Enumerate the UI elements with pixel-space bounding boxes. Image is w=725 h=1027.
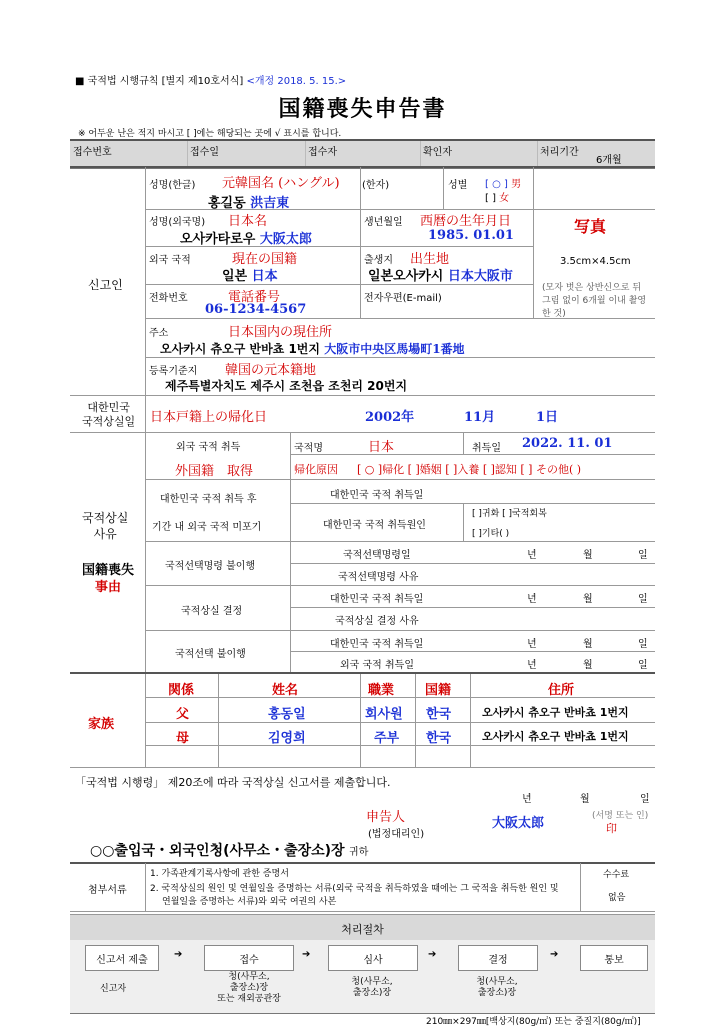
confirmer-label: 확인자 — [423, 147, 452, 158]
birthplace-label: 출생지 — [364, 255, 393, 266]
korean-after-label-1: 대한민국 국적 취득 후 — [160, 494, 257, 505]
name-korean-note: 元韓国名 (ハングル) — [222, 176, 340, 191]
name-foreign-value: 오사카타로우 大阪太郎 — [180, 232, 312, 247]
ymd-year: 년 — [527, 550, 537, 561]
ymd-month: 월 — [583, 594, 593, 605]
receiver-label: 접수자 — [308, 147, 337, 158]
registry-base-value: 제주특별자치도 제주시 조천읍 조천리 20번지 — [165, 379, 408, 393]
name-korean-value: 홍길동 洪吉東 — [208, 196, 290, 211]
acquisition-date-value: 2022. 11. 01 — [522, 436, 613, 451]
ymd-day: 일 — [638, 550, 648, 561]
processing-period-label: 처리기간 — [540, 147, 579, 158]
birthplace-note: 出生地 — [410, 252, 450, 267]
photo-instructions: (모자 벗은 상반신으로 뒤 그림 없이 6개월 이내 촬영 한 것) — [542, 283, 647, 319]
email-label: 전자우편(E-mail) — [364, 293, 442, 304]
photo-size: 3.5cm×4.5cm — [560, 256, 631, 267]
sex-label: 성별 — [448, 180, 468, 191]
applicant-section-label: 신고인 — [88, 278, 123, 292]
loss-date-note: 日本戸籍上の帰化日 — [150, 410, 268, 425]
korean-acquisition-cause-options-2[interactable]: [ ]기타( ) — [472, 529, 510, 539]
family-row-name: 김영희 — [268, 731, 306, 746]
hanja-label: (한자) — [362, 180, 390, 191]
addressee: ○○출입국・외국인청(사무소・출장소)장 귀하 — [90, 843, 369, 859]
family-header-job: 職業 — [368, 683, 395, 698]
family-row-relation: 母 — [176, 731, 190, 746]
ymd-year: 년 — [527, 639, 537, 650]
loss-decision-kr-date-label: 대한민국 국적 취득일 — [330, 594, 424, 605]
statement-day: 일 — [640, 794, 650, 805]
choice-order-fail-label: 국적선택명령 불이행 — [165, 561, 256, 572]
family-row-relation: 父 — [176, 707, 190, 722]
family-section-label: 家族 — [88, 717, 115, 732]
regulation-ref: ■ 국적법 시행규칙 [별지 제10호서식] <개정 2018. 5. 15.> — [75, 76, 347, 87]
phone-note: 電話番号 — [228, 290, 281, 305]
family-header-address: 住所 — [548, 683, 575, 698]
instruction-note: ※ 어두운 난은 적지 마시고 [ ]에는 해당되는 곳에 √ 표시를 합니다. — [78, 129, 342, 139]
no-choice-label: 국적선택 불이행 — [175, 649, 246, 660]
loss-decision-label: 국적상실 결정 — [181, 606, 243, 617]
nationality-label: 외국 국적 — [149, 255, 191, 266]
birthplace-value: 일본오사카시 日本大阪市 — [368, 269, 513, 284]
foreign-acquisition-label: 외국 국적 취득 — [176, 442, 241, 453]
phone-label: 전화번호 — [149, 293, 188, 304]
step-decision: 결정 — [458, 945, 538, 971]
actor-applicant: 신고자 — [100, 984, 127, 994]
statement-year: 년 — [522, 794, 532, 805]
actor-office: 청(사무소, 출장소)장 — [476, 977, 518, 998]
acquired-nationality-label: 국적명 — [294, 443, 323, 454]
fee-value: 없음 — [608, 893, 626, 903]
reason-section-note: 国籍喪失 事由 — [82, 563, 135, 595]
sex-male-option[interactable]: [ ○ ] 男 — [485, 179, 522, 190]
family-row-nationality: 한국 — [426, 707, 452, 722]
no-choice-kr-date-label: 대한민국 국적 취득일 — [330, 639, 424, 650]
birth-date-note: 西暦の生年月日 — [420, 214, 512, 229]
attachment-item-2b: 연월일을 증명하는 서류)와 외국 여권의 사본 — [162, 897, 337, 907]
receipt-number-label: 접수번호 — [73, 147, 112, 158]
address-value: 오사카시 츄오구 반바쵸 1번지 大阪市中央区馬場町1番地 — [160, 342, 465, 356]
statement-month: 월 — [580, 794, 590, 805]
acquisition-cause-note: 帰化原因 — [294, 463, 338, 476]
arrow-icon: ➔ — [428, 949, 437, 960]
actor-office: 청(사무소, 출장소)장 — [351, 977, 393, 998]
fee-label: 수수료 — [603, 870, 630, 880]
foreign-acquisition-note: 外国籍 取得 — [175, 464, 254, 479]
arrow-icon: ➔ — [550, 949, 559, 960]
korean-after-label-2: 기간 내 외국 국적 미포기 — [152, 522, 262, 533]
statement-text: 「국적법 시행령」 제20조에 따라 국적상실 신고서를 제출합니다. — [75, 776, 391, 789]
processing-period-value: 6개월 — [596, 155, 622, 166]
actor-office-or-embassy: 청(사무소, 출장소)장 또는 재외공관장 — [217, 972, 281, 1004]
attachment-item-2a: 2. 국적상실의 원인 및 연월일을 증명하는 서류(외국 국적을 취득하였을 때에는 그 국적을 취득한 원인 및 — [150, 884, 559, 894]
nationality-value: 일본 日本 — [222, 269, 278, 284]
receipt-date-label: 접수일 — [190, 147, 219, 158]
seal-mark: 印 — [606, 822, 617, 835]
step-submit: 신고서 제출 — [85, 945, 159, 971]
name-foreign-label: 성명(외국명) — [149, 217, 206, 228]
paper-spec: 210㎜×297㎜[백상지(80g/㎡) 또는 중질지(80g/㎡)] — [426, 1017, 641, 1027]
choice-order-date-label: 국적선택명령일 — [343, 550, 411, 561]
loss-date-day: 1日 — [536, 410, 559, 425]
revision-note: <개정 2018. 5. 15.> — [246, 76, 347, 87]
family-row-job: 회사원 — [365, 707, 403, 722]
ymd-day: 일 — [638, 660, 648, 671]
applicant-signature-name: 大阪太郎 — [492, 816, 545, 831]
family-header-name: 姓名 — [272, 683, 299, 698]
loss-date-year: 2002年 — [365, 410, 415, 425]
registry-base-label: 등록기준지 — [149, 366, 198, 377]
family-row-name: 홍동일 — [268, 707, 306, 722]
loss-decision-reason-label: 국적상실 결정 사유 — [335, 616, 419, 627]
birth-date-value: 1985. 01.01 — [428, 228, 514, 243]
name-korean-label: 성명(한글) — [149, 180, 196, 191]
nationality-note: 現在の国籍 — [232, 252, 298, 267]
sex-female-option[interactable]: [ ] 女 — [485, 193, 510, 204]
reason-section-label: 국적상실 사유 — [82, 511, 129, 541]
korean-acquisition-cause-options-1[interactable]: [ ]귀화 [ ]국적회복 — [472, 509, 547, 519]
name-foreign-note: 日本名 — [228, 214, 268, 229]
acquired-nationality-value: 日本 — [368, 440, 395, 455]
step-notify: 통보 — [580, 945, 648, 971]
step-receipt: 접수 — [204, 945, 294, 971]
photo-note: 写真 — [574, 217, 607, 236]
ymd-month: 월 — [583, 639, 593, 650]
korean-acquisition-date-label: 대한민국 국적 취득일 — [330, 490, 424, 501]
address-note: 日本国内の現住所 — [228, 325, 333, 340]
birth-date-label: 생년월일 — [364, 217, 403, 228]
ymd-month: 월 — [583, 660, 593, 671]
korean-acquisition-cause-label: 대한민국 국적 취득원인 — [323, 520, 426, 531]
attachments-label: 첨부서류 — [88, 885, 127, 896]
ymd-month: 월 — [583, 550, 593, 561]
sign-or-seal-label: (서명 또는 인) — [592, 811, 649, 821]
acquisition-cause-options[interactable]: [ ○ ]帰化 [ ]婚姻 [ ]入養 [ ]認知 [ ] その他( ) — [357, 463, 582, 476]
family-header-relation: 関係 — [168, 683, 195, 698]
step-review: 심사 — [328, 945, 418, 971]
ymd-day: 일 — [638, 594, 648, 605]
arrow-icon: ➔ — [302, 949, 311, 960]
attachment-item-1: 1. 가족관계기록사항에 관한 증명서 — [150, 869, 289, 879]
page-title: 国籍喪失申告書 — [278, 96, 447, 122]
procedure-title: 처리절차 — [341, 923, 384, 936]
family-row-job: 주부 — [374, 731, 400, 746]
loss-date-month: 11月 — [464, 410, 496, 425]
family-row-nationality: 한국 — [426, 731, 452, 746]
applicant-note: 申告人 — [366, 810, 406, 825]
no-choice-foreign-date-label: 외국 국적 취득일 — [340, 660, 414, 671]
choice-order-reason-label: 국적선택명령 사유 — [338, 572, 419, 583]
loss-date-label: 대한민국 국적상실일 — [82, 401, 136, 428]
legal-rep-label: (법정대리인) — [368, 829, 425, 840]
family-row-address: 오사카시 츄오구 반바쵸 1번지 — [482, 730, 629, 743]
phone-value: 06-1234-4567 — [205, 302, 307, 317]
ymd-day: 일 — [638, 639, 648, 650]
arrow-icon: ➔ — [174, 949, 183, 960]
ymd-year: 년 — [527, 594, 537, 605]
acquisition-date-label: 취득일 — [472, 443, 501, 454]
family-header-nationality: 国籍 — [425, 683, 452, 698]
ymd-year: 년 — [527, 660, 537, 671]
address-label: 주소 — [149, 328, 169, 339]
family-row-address: 오사카시 츄오구 반바쵸 1번지 — [482, 706, 629, 719]
registry-base-note: 韓国の元本籍地 — [225, 363, 317, 378]
